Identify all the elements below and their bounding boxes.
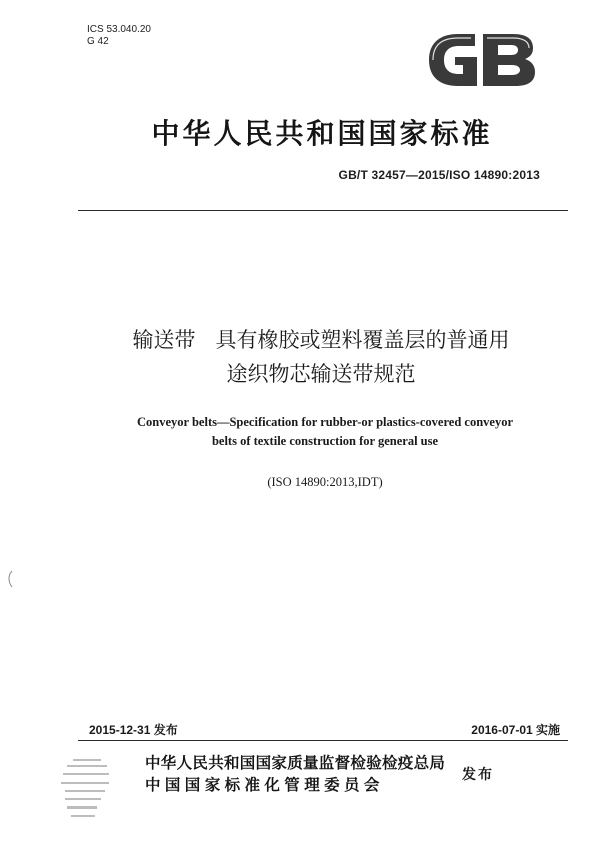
issuer-line-1: 中华人民共和国国家质量监督检验检疫总局 (145, 753, 446, 772)
chinese-title-line-2: 途织物芯输送带规范 (226, 362, 416, 386)
publish-date: 2015-12-31 发布 (89, 723, 178, 737)
implement-date: 2016-07-01 实施 (471, 723, 560, 737)
english-title (40, 413, 600, 451)
scan-artifact (6, 570, 14, 588)
issuer-line-2: 中国国家标准化管理委员会 (145, 775, 384, 794)
standard-category-title: 中华人民共和国国家标准 (151, 117, 493, 150)
english-title-line-2: belts of textile construction for general use (211, 434, 439, 448)
bottom-divider (78, 740, 568, 741)
chinese-title (40, 323, 600, 391)
english-title-line-1: Conveyor belts—Specification for rubber-or plastics-covered conveyor (137, 415, 513, 429)
gb-logo (425, 30, 537, 90)
ics-code: ICS 53.040.20 (87, 24, 151, 35)
publish-label: 发布 (462, 767, 494, 783)
adoption-note: (ISO 14890:2013,IDT) (267, 475, 383, 489)
chinese-title-line-1: 输送带 具有橡胶或塑料覆盖层的普通用 (132, 328, 510, 352)
top-divider (78, 210, 568, 211)
ccs-code: G 42 (87, 36, 109, 47)
distributor-stamp (55, 757, 115, 832)
standard-number: GB/T 32457—2015/ISO 14890:2013 (338, 168, 540, 182)
classification-codes (87, 24, 151, 48)
